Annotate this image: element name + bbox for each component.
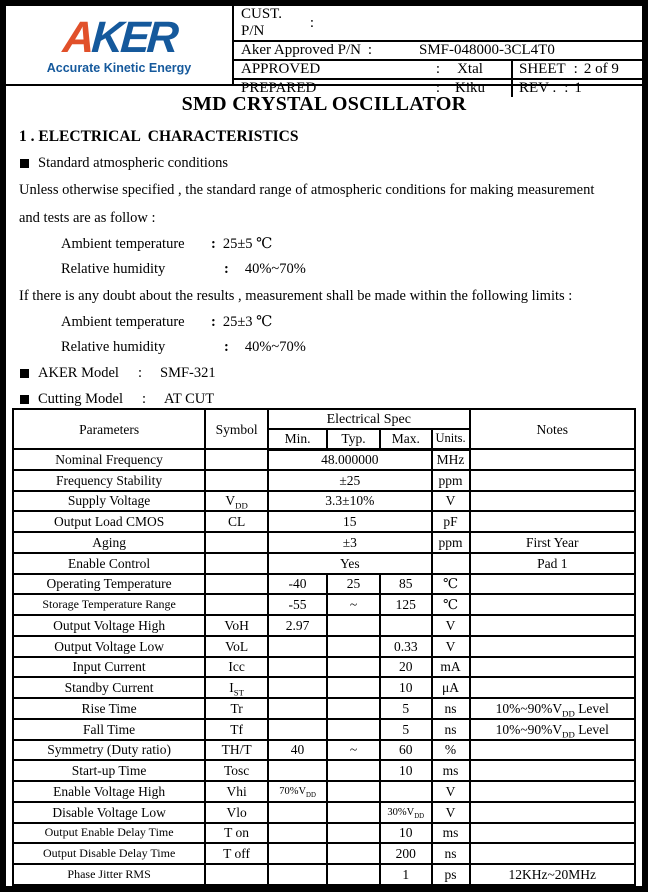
cell-min xyxy=(268,698,327,719)
cutting-model-colon: : xyxy=(142,391,147,407)
approved-pn-label: Aker Approved P/N xyxy=(241,42,361,58)
approved-pn-value: SMF-048000-3CL4T0 xyxy=(419,42,555,58)
table-row xyxy=(13,864,635,885)
cell-notes xyxy=(470,574,635,595)
cell-spec-merged: ±3 xyxy=(268,532,432,553)
cell-max: 200 xyxy=(380,843,432,864)
cell-spec-merged: 3.3±10% xyxy=(268,491,432,512)
cell-symbol: VoL xyxy=(205,636,268,657)
aker-model-label: AKER Model xyxy=(38,365,119,381)
cell-symbol: CL xyxy=(205,511,268,532)
cell-min xyxy=(268,802,327,823)
cell-parameter: Storage Temperature Range xyxy=(13,594,205,615)
cust-pn-colon: : xyxy=(309,14,315,31)
bullet-cutting-model xyxy=(20,391,642,408)
cell-typ xyxy=(327,636,380,657)
logo-letters-ker: KER xyxy=(89,12,178,62)
cell-symbol: Icc xyxy=(205,657,268,678)
cell-symbol: Vhi xyxy=(205,781,268,802)
cell-parameter: Output Disable Delay Time xyxy=(13,843,205,864)
cell-spec-merged: 15 xyxy=(268,511,432,532)
cell-typ: ~ xyxy=(327,594,380,615)
cell-typ xyxy=(327,781,380,802)
cell-min: -40 xyxy=(268,574,327,595)
header-info-table xyxy=(234,6,642,96)
cell-parameter: Standby Current xyxy=(13,677,205,698)
approved-value: Xtal xyxy=(457,61,483,77)
cell-min xyxy=(268,636,327,657)
table-row xyxy=(13,449,635,470)
condition-humidity-1 xyxy=(61,261,642,278)
rev-label: REV . xyxy=(519,80,557,96)
cell-notes xyxy=(470,760,635,781)
cell-notes: First Year xyxy=(470,532,635,553)
cell-parameter: Operating Temperature xyxy=(13,574,205,595)
condition-value: 40%~70% xyxy=(244,261,306,277)
cell-max: 85 xyxy=(380,574,432,595)
cell-units: ns xyxy=(432,843,470,864)
prepared-colon: : xyxy=(435,80,441,96)
cell-parameter: Disable Voltage Low xyxy=(13,802,205,823)
condition-label: Ambient temperature xyxy=(61,236,185,252)
cell-min xyxy=(268,760,327,781)
cell-symbol: Vlo xyxy=(205,802,268,823)
condition-colon: : xyxy=(224,261,229,277)
cell-parameter: Frequency Stability xyxy=(13,470,205,491)
cell-min: $70\%V_{DD}$ xyxy=(268,781,327,802)
paragraph-2: and tests are as follow : xyxy=(19,210,156,226)
cell-typ xyxy=(327,843,380,864)
condition-colon: : xyxy=(224,339,229,355)
sheet-colon: : xyxy=(573,61,578,77)
cell-min xyxy=(268,719,327,740)
spec-table-head xyxy=(13,409,635,449)
cell-max: 10 xyxy=(380,677,432,698)
sheet-value: 2 of 9 xyxy=(583,61,619,77)
table-row xyxy=(13,615,635,636)
table-row xyxy=(13,698,635,719)
table-group-header-row xyxy=(13,409,635,429)
cell-typ: ~ xyxy=(327,740,380,761)
cell-parameter: Nominal Frequency xyxy=(13,449,205,470)
condition-colon: : xyxy=(211,236,216,252)
aker-model-colon: : xyxy=(137,365,142,381)
table-row xyxy=(13,823,635,844)
cell-notes: $10\%\sim 90\%V_{DD}$ Level xyxy=(470,719,635,740)
logo-letter-a: A xyxy=(60,12,94,62)
cell-units: ppm xyxy=(432,532,470,553)
cell-units: ms xyxy=(432,823,470,844)
condition-label: Ambient temperature xyxy=(61,314,185,330)
cell-notes xyxy=(470,657,635,678)
cell-typ xyxy=(327,698,380,719)
cell-notes xyxy=(470,843,635,864)
cell-notes: $10\%\sim 90\%V_{DD}$ Level xyxy=(470,698,635,719)
table-row xyxy=(13,677,635,698)
cell-notes: 12KHz~20MHz xyxy=(470,864,635,885)
cell-max: 0.33 xyxy=(380,636,432,657)
cell-units: μA xyxy=(432,677,470,698)
square-bullet-icon xyxy=(20,159,29,168)
cell-min xyxy=(268,843,327,864)
condition-label: Relative humidity xyxy=(61,261,166,277)
cell-typ xyxy=(327,719,380,740)
col-header-max: Max. xyxy=(380,429,432,449)
cell-symbol: $V_{DD}$ xyxy=(205,491,268,512)
page-title: SMD CRYSTAL OSCILLATOR xyxy=(181,93,467,115)
cell-parameter: Enable Voltage High xyxy=(13,781,205,802)
cell-units: V xyxy=(432,802,470,823)
sheet-cell xyxy=(511,61,642,78)
section-heading: 1 . ELECTRICAL CHARACTERISTICS xyxy=(19,128,299,145)
cell-typ xyxy=(327,657,380,678)
cell-parameter: Phase Jitter RMS xyxy=(13,864,205,885)
cell-parameter: Output Load CMOS xyxy=(13,511,205,532)
cell-symbol: Tosc xyxy=(205,760,268,781)
header xyxy=(6,6,642,96)
cell-symbol xyxy=(205,553,268,574)
table-row xyxy=(13,636,635,657)
cell-min: 40 xyxy=(268,740,327,761)
cell-typ xyxy=(327,823,380,844)
rev-value: 1 xyxy=(574,80,582,96)
square-bullet-icon xyxy=(20,369,29,378)
cell-units: pF xyxy=(432,511,470,532)
cutting-model-label: Cutting Model xyxy=(38,391,123,407)
cell-units: ppm xyxy=(432,470,470,491)
cell-parameter: Rise Time xyxy=(13,698,205,719)
cell-units xyxy=(432,553,470,574)
cell-max: 10 xyxy=(380,823,432,844)
cell-parameter: Start-up Time xyxy=(13,760,205,781)
prepared-value: Kiku xyxy=(455,80,485,96)
cell-symbol: Tf xyxy=(205,719,268,740)
cell-spec-merged: Yes xyxy=(268,553,432,574)
col-group-electrical-spec: Electrical Spec xyxy=(268,409,470,429)
cell-units: mA xyxy=(432,657,470,678)
cell-max: 5 xyxy=(380,719,432,740)
cell-max: $30\%V_{DD}$ xyxy=(380,802,432,823)
aker-model-value: SMF-321 xyxy=(160,365,216,381)
approved-pn-colon: : xyxy=(367,42,373,58)
cell-symbol: $I_{ST}$ xyxy=(205,677,268,698)
cell-parameter: Enable Control xyxy=(13,553,205,574)
cell-min: -55 xyxy=(268,594,327,615)
cutting-model-value: AT CUT xyxy=(164,391,215,407)
cell-notes xyxy=(470,781,635,802)
cell-symbol: VoH xyxy=(205,615,268,636)
table-row xyxy=(13,760,635,781)
cell-parameter: Input Current xyxy=(13,657,205,678)
paragraph-3: If there is any doubt about the results , measurement shall be made within the following limits : xyxy=(19,288,573,304)
cell-max: 60 xyxy=(380,740,432,761)
cell-max: 10 xyxy=(380,760,432,781)
cell-notes xyxy=(470,470,635,491)
cell-notes xyxy=(470,802,635,823)
col-header-units: Units. xyxy=(432,429,470,449)
cell-symbol: T on xyxy=(205,823,268,844)
rev-colon: : xyxy=(564,80,569,96)
cell-notes xyxy=(470,740,635,761)
cell-min: 2.97 xyxy=(268,615,327,636)
sheet-label: SHEET xyxy=(519,61,566,77)
condition-ambient-1 xyxy=(61,236,642,253)
table-row xyxy=(13,740,635,761)
spec-table-body xyxy=(13,449,635,885)
cell-notes xyxy=(470,823,635,844)
col-header-symbol: Symbol xyxy=(205,409,268,449)
cell-units: ℃ xyxy=(432,594,470,615)
cell-spec-merged: 48.000000 xyxy=(268,449,432,470)
cell-units: ns xyxy=(432,698,470,719)
cell-max: 1 xyxy=(380,864,432,885)
cell-symbol xyxy=(205,864,268,885)
table-row xyxy=(13,532,635,553)
col-header-min: Min. xyxy=(268,429,327,449)
condition-humidity-2 xyxy=(61,339,642,356)
condition-colon: : xyxy=(211,314,216,330)
table-row xyxy=(13,781,635,802)
condition-value: 25±5 ℃ xyxy=(222,236,273,252)
cell-spec-merged: ±25 xyxy=(268,470,432,491)
cell-units: V xyxy=(432,781,470,802)
table-row xyxy=(13,843,635,864)
cell-symbol xyxy=(205,470,268,491)
cell-units: V xyxy=(432,491,470,512)
cell-typ xyxy=(327,802,380,823)
condition-ambient-2 xyxy=(61,314,642,331)
col-header-notes: Notes xyxy=(470,409,635,449)
cell-symbol xyxy=(205,574,268,595)
cell-typ xyxy=(327,760,380,781)
cell-units: V xyxy=(432,636,470,657)
table-row xyxy=(13,470,635,491)
cell-typ xyxy=(327,677,380,698)
cell-units: V xyxy=(432,615,470,636)
table-row xyxy=(13,553,635,574)
condition-label: Relative humidity xyxy=(61,339,166,355)
table-row xyxy=(13,719,635,740)
cust-pn-label: CUST. P/N xyxy=(241,6,282,39)
condition-value: 40%~70% xyxy=(244,339,306,355)
cell-notes xyxy=(470,449,635,470)
cell-notes: Pad 1 xyxy=(470,553,635,574)
cell-notes xyxy=(470,677,635,698)
bullet-aker-model xyxy=(20,365,642,382)
cell-symbol xyxy=(205,594,268,615)
bullet-standard-conditions-text: Standard atmospheric conditions xyxy=(38,155,229,171)
cell-parameter: Symmetry (Duty ratio) xyxy=(13,740,205,761)
cell-parameter: Output Enable Delay Time xyxy=(13,823,205,844)
col-header-parameters: Parameters xyxy=(13,409,205,449)
cell-units: % xyxy=(432,740,470,761)
cell-max xyxy=(380,615,432,636)
paragraph-1: Unless otherwise specified , the standard range of atmospheric conditions for making measurement xyxy=(19,182,595,198)
col-header-typ: Typ. xyxy=(327,429,380,449)
cell-symbol xyxy=(205,532,268,553)
cell-parameter: Aging xyxy=(13,532,205,553)
cell-max: 5 xyxy=(380,698,432,719)
table-row xyxy=(13,511,635,532)
electrical-spec-table-wrap xyxy=(12,408,636,886)
cell-symbol xyxy=(205,449,268,470)
logo-wordmark xyxy=(60,12,178,62)
cell-symbol: T off xyxy=(205,843,268,864)
cell-typ xyxy=(327,615,380,636)
cell-min xyxy=(268,864,327,885)
cell-units: ℃ xyxy=(432,574,470,595)
cell-notes xyxy=(470,636,635,657)
cell-notes xyxy=(470,594,635,615)
cell-units: ps xyxy=(432,864,470,885)
cell-parameter: Output Voltage High xyxy=(13,615,205,636)
cell-parameter: Supply Voltage xyxy=(13,491,205,512)
table-row xyxy=(13,491,635,512)
approved-label: APPROVED xyxy=(241,61,321,77)
cell-min xyxy=(268,677,327,698)
logo-tagline: Accurate Kinetic Energy xyxy=(46,60,192,75)
bullet-standard-conditions xyxy=(20,155,642,172)
header-row-approved xyxy=(234,61,642,80)
approved-colon: : xyxy=(435,61,441,77)
header-row-approved-pn xyxy=(234,42,642,61)
cell-min xyxy=(268,657,327,678)
cell-notes xyxy=(470,511,635,532)
cell-units: ns xyxy=(432,719,470,740)
header-row-cust-pn xyxy=(234,6,642,42)
cell-typ: 25 xyxy=(327,574,380,595)
prepared-label: PREPARED xyxy=(241,80,317,96)
cell-max xyxy=(380,781,432,802)
cell-symbol: TH/T xyxy=(205,740,268,761)
rev-cell xyxy=(511,80,642,97)
cell-units: MHz xyxy=(432,449,470,470)
cell-typ xyxy=(327,864,380,885)
cell-notes xyxy=(470,615,635,636)
table-row xyxy=(13,657,635,678)
table-row xyxy=(13,574,635,595)
cell-max: 125 xyxy=(380,594,432,615)
cell-min xyxy=(268,823,327,844)
square-bullet-icon xyxy=(20,395,29,404)
cell-units: ms xyxy=(432,760,470,781)
table-row xyxy=(13,594,635,615)
electrical-spec-table xyxy=(12,408,636,886)
company-logo xyxy=(6,6,234,84)
cell-parameter: Output Voltage Low xyxy=(13,636,205,657)
cell-symbol: Tr xyxy=(205,698,268,719)
cell-notes xyxy=(470,491,635,512)
table-row xyxy=(13,802,635,823)
cell-max: 20 xyxy=(380,657,432,678)
cell-parameter: Fall Time xyxy=(13,719,205,740)
condition-value: 25±3 ℃ xyxy=(222,314,273,330)
